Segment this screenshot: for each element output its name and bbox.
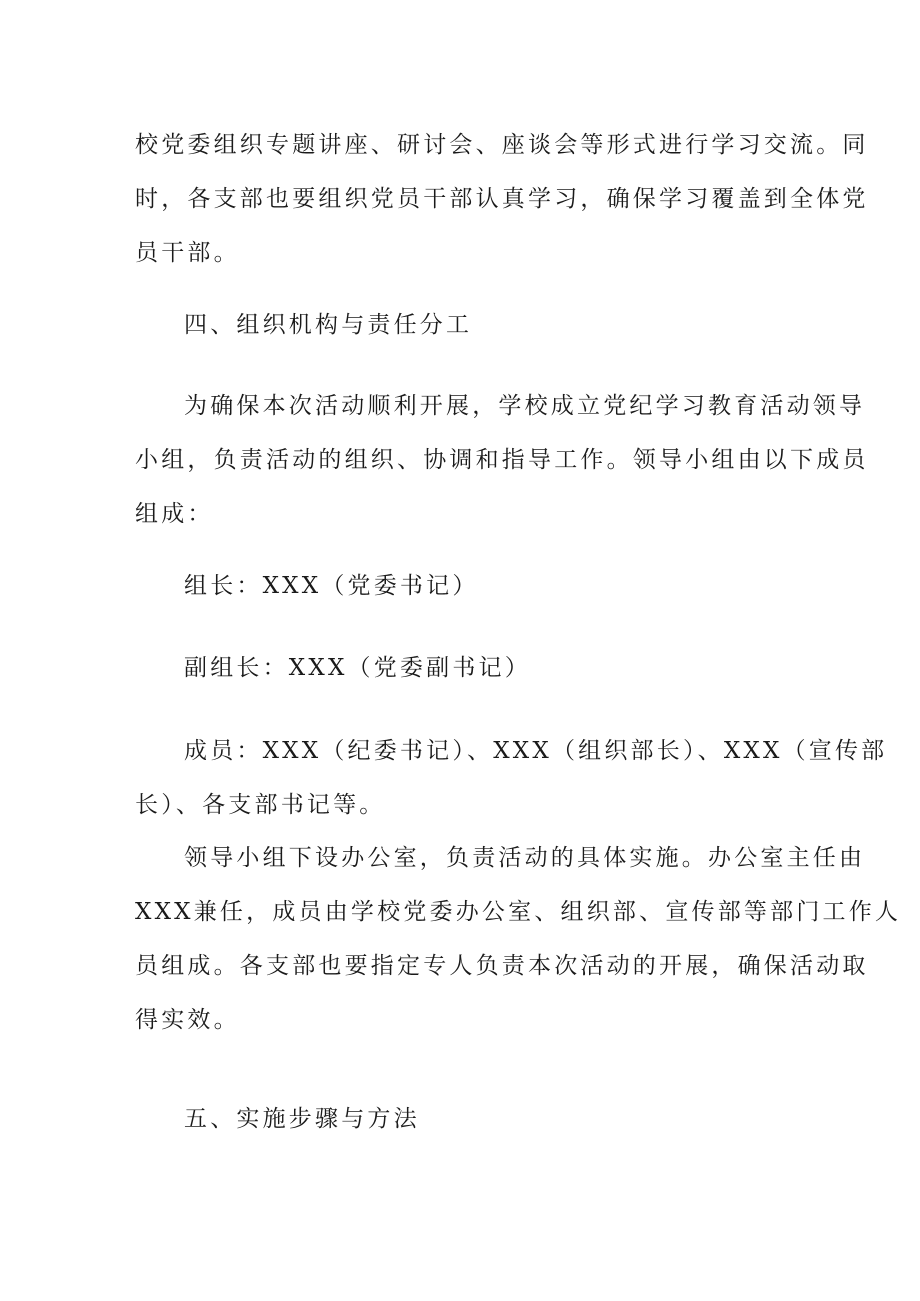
paragraph-members [135, 724, 888, 832]
paragraph-office [135, 831, 902, 1047]
heading-text: 五、实施步骤与方法 [184, 1106, 420, 1132]
text-line: 员组成。各支部也要指定专人负责本次活动的开展，确保活动取 [135, 953, 869, 979]
paragraph-deputy-leader [135, 641, 787, 695]
text-line: 员干部。 [135, 240, 240, 266]
text-line: 领导小组下设办公室，负责活动的具体实施。办公室主任由 [184, 845, 866, 871]
text-line: 校党委组织专题讲座、研讨会、座谈会等形式进行学习交流。同 [135, 132, 869, 158]
paragraph-leadership-group [135, 379, 869, 541]
section-heading-implementation [135, 1092, 787, 1146]
text-line: 得实效。 [135, 1007, 240, 1033]
text-line: 小组，负责活动的组织、协调和指导工作。领导小组由以下成员 [135, 447, 869, 473]
section-heading-organization [135, 298, 787, 352]
paragraph-continued-study [135, 118, 869, 280]
text-line: 时，各支部也要组织党员干部认真学习，确保学习覆盖到全体党 [135, 186, 869, 212]
text-line: 为确保本次活动顺利开展，学校成立党纪学习教育活动领导 [184, 393, 866, 419]
text-line: 副组长：XXX（党委副书记） [184, 655, 531, 681]
paragraph-group-leader [135, 559, 787, 613]
heading-text: 四、组织机构与责任分工 [184, 312, 473, 338]
text-line: XXX兼任，成员由学校党委办公室、组织部、宣传部等部门工作人 [135, 899, 902, 925]
text-line: 长）、各支部书记等。 [135, 792, 386, 818]
text-line: 组长：XXX（党委书记） [184, 573, 479, 599]
text-line: 组成： [135, 501, 214, 527]
text-line: 成员：XXX（纪委书记）、XXX（组织部长）、XXX（宣传部 [184, 738, 888, 764]
